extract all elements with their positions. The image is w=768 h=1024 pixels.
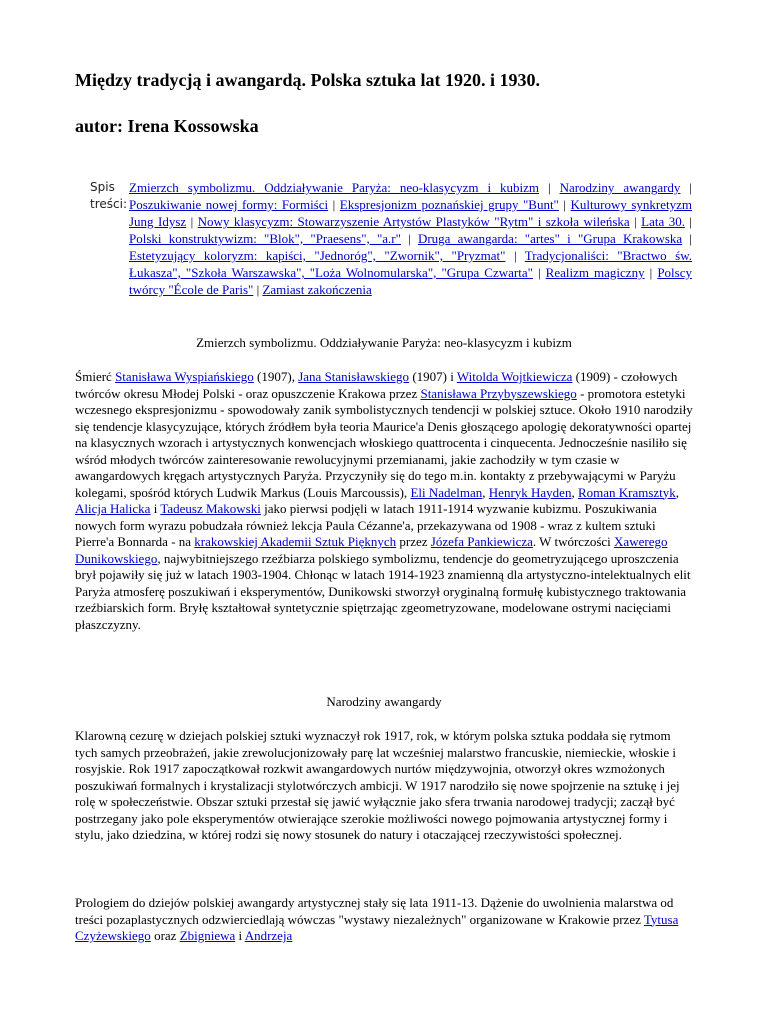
text: i [235,928,245,943]
text: jako pierwsi podjęli w latach 1911-1914 wyzwanie kubizmu. Poszukiwania nowych form wyrazu pobudzała również lekcja Paula Cézanne'a, przekazywana od 1908 - wraz z kultem sztuki Pierre'a Bonnarda - na [75,501,657,549]
text: oraz [150,928,180,943]
link-halicka[interactable]: Alicja Halicka [75,501,151,516]
link-stanislawski[interactable]: Jana Stanisławskiego [298,369,410,384]
toc-link-symbolism[interactable]: Zmierzch symbolizmu. Oddziaływanie Paryża: neo-klasycyzm i kubizm [129,180,540,195]
text: (1909) - czołowych twórców okresu Młodej Polski - oraz opuszczenie Krakowa przez [75,369,678,401]
toc-link-second-avant-garde[interactable]: Druga awangarda: "artes" i "Grupa Krakowska [417,231,683,246]
section-heading-avant-garde: Narodziny awangardy [326,694,442,709]
toc-link-ecole-de-paris[interactable]: Polscy twórcy "École de Paris" [129,265,692,297]
section-heading-symbolism: Zmierzch symbolizmu. Oddziaływanie Paryża: neo-klasycyzm i kubizm [196,335,572,350]
link-andrzej[interactable]: Andrzeja [244,928,293,943]
text: , najwybitniejszego rzeźbiarza polskiego symbolizmu, tendencje do geometryzującego uproszczenia brył pojawiły się już w latach 1903-1904. Chłonąc w latach 1914-1923 znamienną dla artystyczno-intelektualnych elit Paryża atmosferę poszukiwań i eksperymentów, Dunikowski stworzył oryginalną formułę kubistycznego traktowania rzeźbiarskich form. Bryłę kształtował syntetycznie spiętrzając zgeometryzowane, modelowane ostrymi nacięciami płaszczyzny. [75,550,691,632]
text: , [675,484,680,500]
link-wojtkiewicz[interactable]: Witolda Wojtkiewicza [456,369,573,384]
document-author: autor: Irena Kossowska [75,116,259,136]
text: Śmierć [75,369,116,384]
toc-link-traditionalists[interactable]: Tradycjonaliści: "Bractwo św. Łukasza", "Szkoła Warszawska", "Loża Wolnomularska", "Grupa Czwarta" [129,248,692,280]
text: Prologiem do dziejów polskiej awangardy artystycznej stały się lata 1911-13. Dążenie do uwolnienia malarstwa od treści pozaplastycznych odzwierciedlają wówczas "wystawy niezależnych" organizowane w Krakowie przez [75,895,674,927]
toc-link-constructivism[interactable]: Polski konstruktywizm: "Blok", "Praesens", "a.r" [129,231,401,246]
text: przez [396,534,431,549]
paragraph-symbolism [75,369,693,633]
toc-link-conclusion[interactable]: Zamiast zakończenia [262,282,372,297]
toc-link-formists[interactable]: Poszukiwanie nowej formy: Formiści [129,197,329,212]
toc-link-colorism[interactable]: Estetyzujący koloryzm: kapiści, "Jednoróg", "Zwornik", "Pryzmat" [129,248,506,263]
toc-link-magic-realism[interactable]: Realizm magiczny [545,265,645,280]
toc-link-bunt[interactable]: Ekspresjonizm poznańskiej grupy "Bunt" [339,197,559,212]
text: , [482,484,489,500]
toc-link-1930s[interactable]: Lata 30. [641,214,685,229]
toc-link-birth-of-avant-garde[interactable]: Narodziny awangardy [559,180,681,195]
document-title: Między tradycją i awangardą. Polska sztuka lat 1920. i 1930. [75,70,540,90]
toc-link-jung-idysz[interactable]: Kulturowy synkretyzm Jung Idysz [129,197,692,229]
text: . W twórczości [532,534,615,549]
link-zbigniew[interactable]: Zbigniewa [179,928,236,943]
link-przybyszewski[interactable]: Stanisława Przybyszewskiego [420,385,577,401]
link-wyspianski[interactable]: Stanisława Wyspiańskiego [115,369,254,384]
paragraph-prologue [75,895,693,945]
link-pankiewicz[interactable]: Józefa Pankiewicza [430,534,533,549]
text: (1907) i [409,369,457,384]
link-hayden[interactable]: Henryk Hayden [488,484,572,500]
link-makowski[interactable]: Tadeusz Makowski [160,501,261,516]
toc-label: Spis treści: [90,180,127,211]
link-nadelman[interactable]: Eli Nadelman [410,484,483,500]
toc-link-new-classicism[interactable]: Nowy klasycyzm: Stowarzyszenie Artystów Plastyków "Rytm" i szkoła wileńska [197,214,630,229]
text: , [571,484,578,500]
paragraph-avant-garde: Klarowną cezurę w dziejach polskiej sztuki wyznaczył rok 1917, rok, w którym polska sztuka poddała się rytmom tych samych przeobrażeń, jakie zrewolucjonizowały parę lat wcześniej malarstwo francuskie, niemieckie, włoskie i rosyjskie. Rok 1917 zapoczątkował rozkwit awangardowych nurtów międzywojnia, otworzył okres wzmożonych poszukiwań formalnych i krystalizacji stylotwórczych ambicji. W 1917 narodziło się nowe spojrzenie na sztukę i jej rolę w społeczeństwie. Obszar sztuki przestał się jawić wyłącznie jako sfera trwania narodowej tradycji; zaczął być postrzegany jako pole eksperymentów otwierające szerokie możliwości nowego pojmowania artystycznej formy i stylu, jako dziedzina, w której rodzi się nowy stosunek do natury i otaczającej rzeczywistości społecznej. [75,728,680,842]
link-czyzewski[interactable]: Tytusa Czyżewskiego [75,911,679,943]
link-academy[interactable]: krakowskiej Akademii Sztuk Pięknych [194,534,397,549]
text: - promotora estetyki wczesnego ekspresjonizmu - spowodowały zanik symbolistycznych tendencji w polskiej sztuce. Około 1910 narodziły się tendencje klasycyzujące, których źródłem była teoria Maurice'a Denis głoszącego apologię dekoratywności opartej na klasycznych wzorach i artystycznych konwencjach włoskiego quattrocenta i cinquecenta. Jednocześnie nasiliło się wśród młodych twórców zainteresowanie rewolucyjnymi przemianami, jakie zachodziły w tym czasie w awangardowych kręgach artystycznych Paryża. Przyczyniły się do tego m.in. kontakty z przebywającymi w Paryżu kolegami, spośród których Ludwik Markus (Louis Marcoussis), [75,385,693,500]
text: i [150,501,161,516]
link-dunikowski[interactable]: Xawerego Dunikowskiego [75,534,668,566]
text: (1907), [253,369,299,384]
link-kramsztyk[interactable]: Roman Kramsztyk [577,484,676,500]
table-of-contents: Zmierzch symbolizmu. Oddziaływanie Paryża: neo-klasycyzm i kubizm | Narodziny awangardy | Poszukiwanie nowej formy: Formiści | Ekspresjonizm poznańskiej grupy "Bunt" | Kulturowy synkretyzm Jung Idysz | Nowy klasycyzm: Stowarzyszenie Artystów Plastyków "Rytm" i szkoła wileńska | Lata 30. | Polski konstruktywizm: "Blok", "Praesens", "a.r" | Druga awangarda: "artes" i "Grupa Krakowska | Estetyzujący koloryzm: kapiści, "Jednoróg", "Zwornik", "Pryzmat" | Tradycjonaliści: "Bractwo św. Łukasza", "Szkoła Warszawska", "Loża Wolnomularska", "Grupa Czwarta" | Realizm magiczny | Polscy twórcy "École de Paris" | Zamiast zakończenia [129,180,693,297]
